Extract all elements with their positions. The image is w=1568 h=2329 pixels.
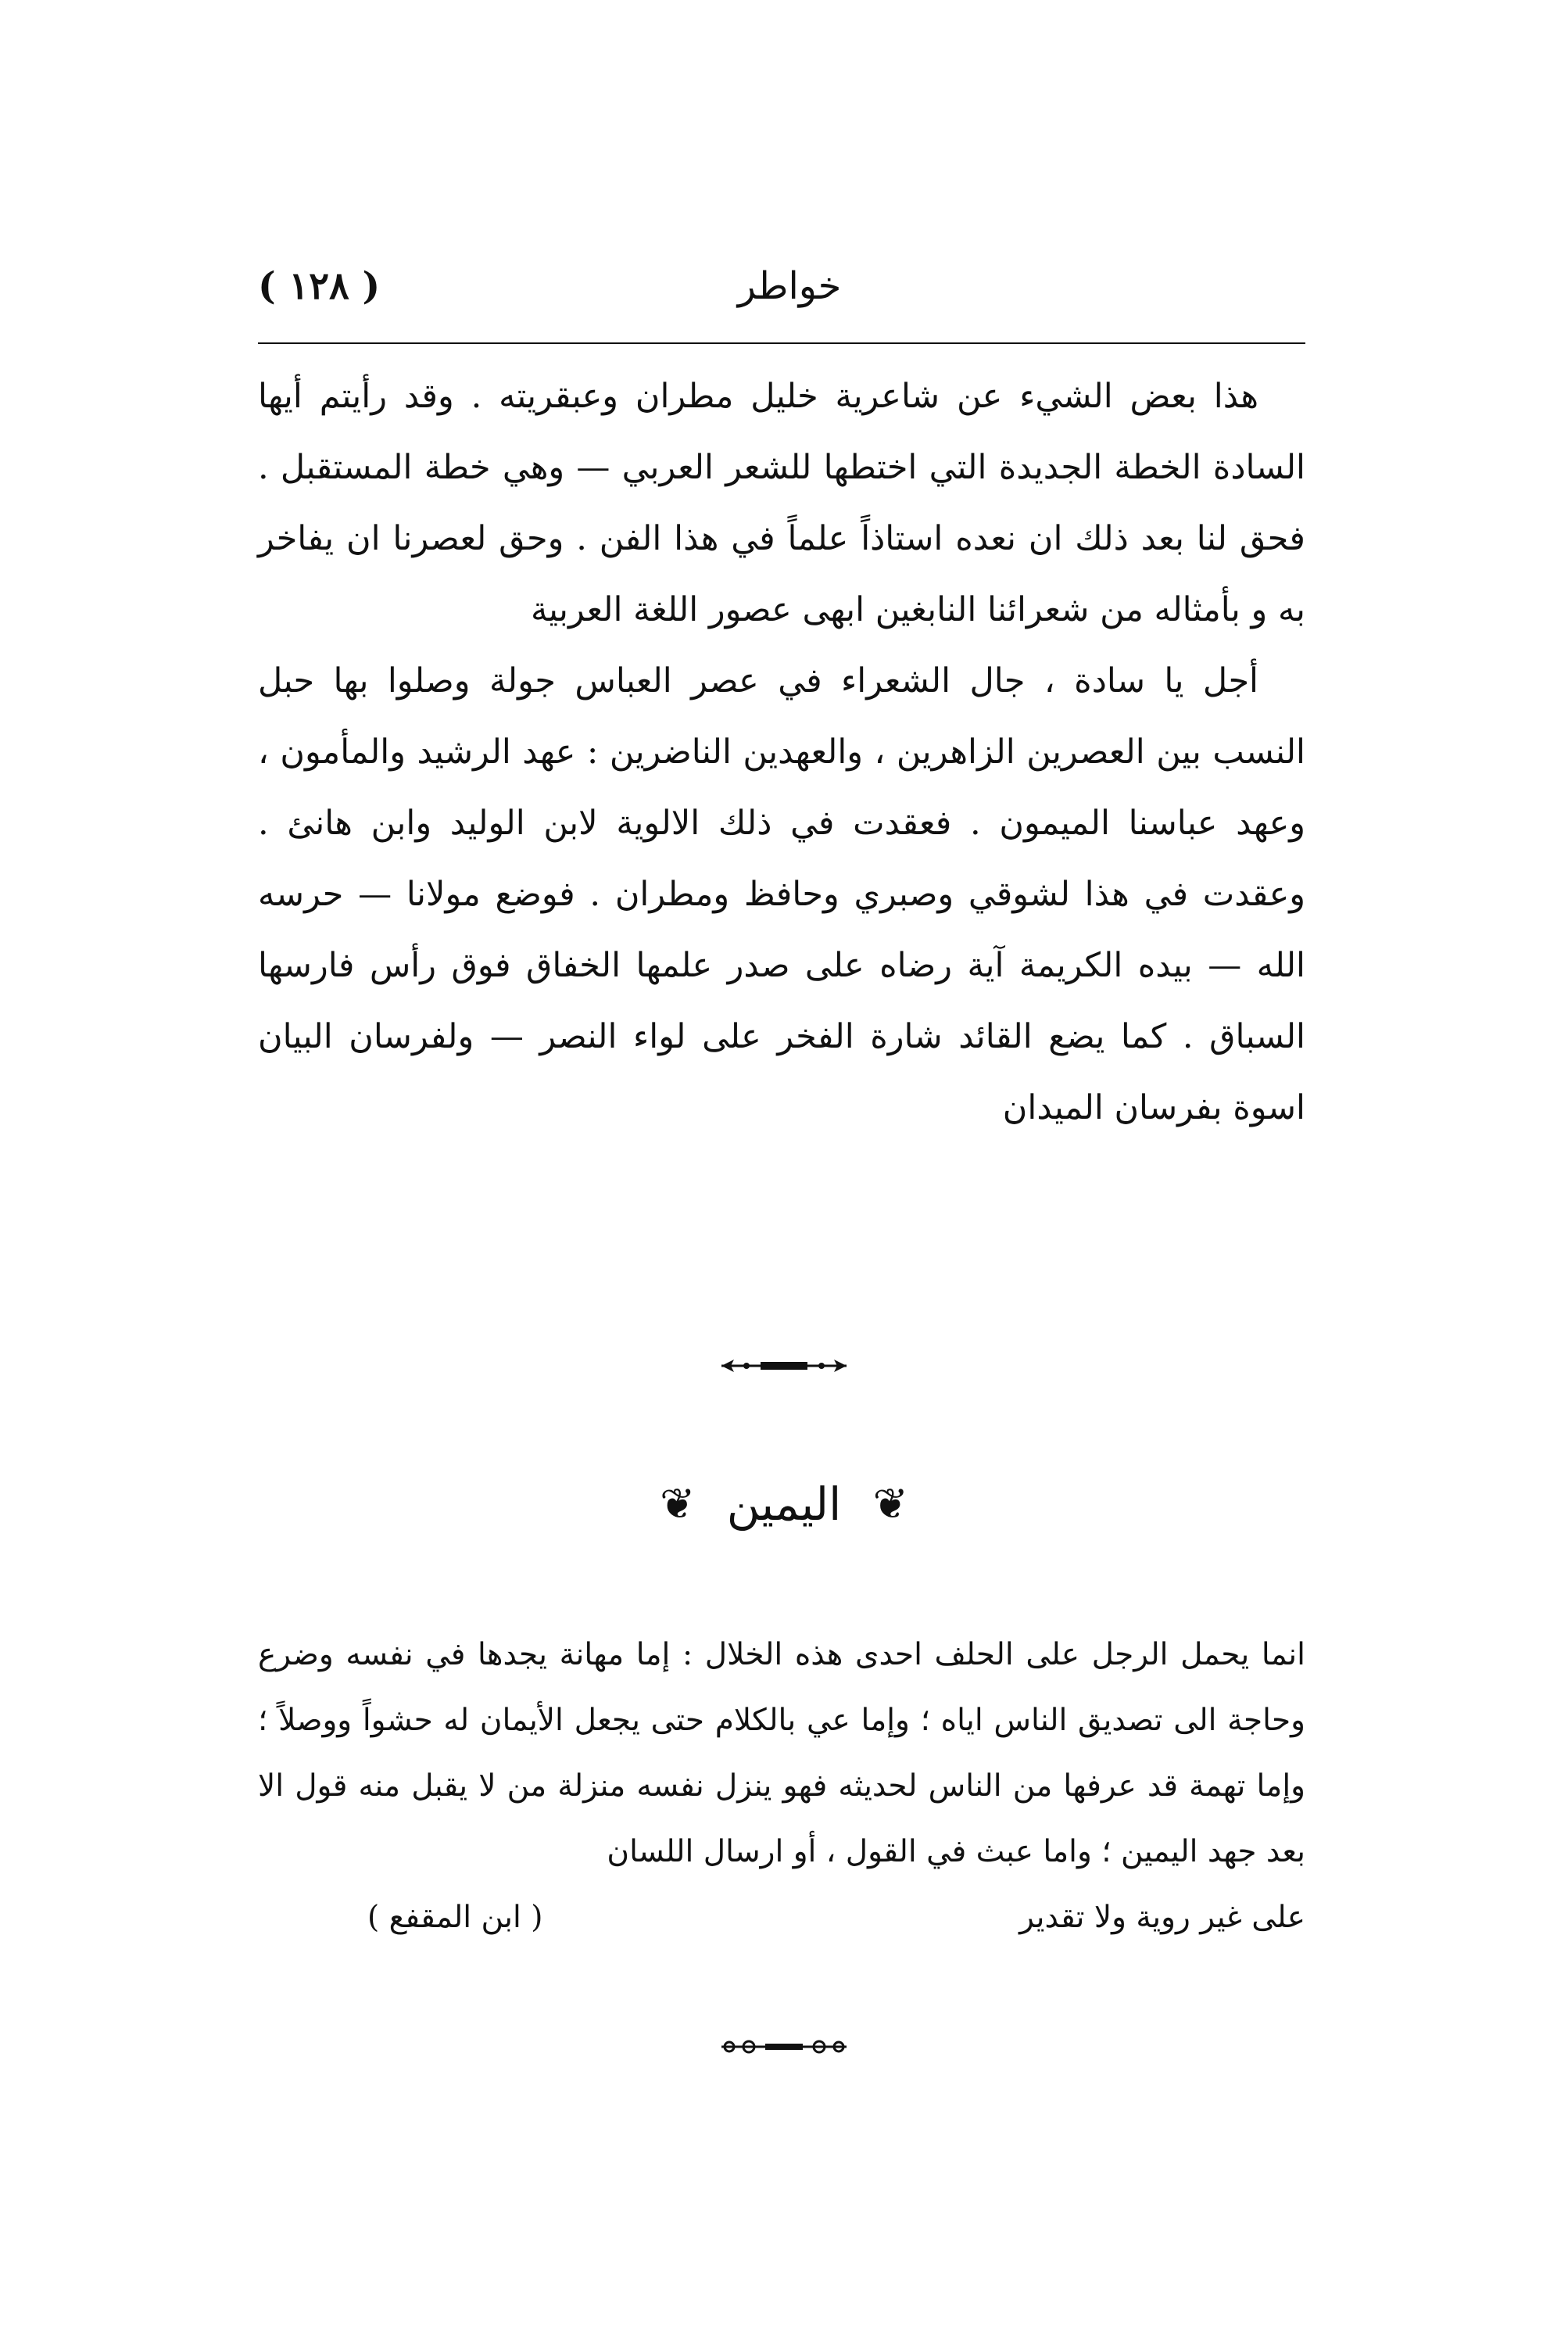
attribution: ( ابن المقفع ) [367, 1900, 543, 1935]
quotation-text [258, 1622, 1305, 1951]
header-divider [258, 342, 1305, 344]
page-number: ( ١٢٨ ) [258, 264, 381, 308]
paragraph: هذا بعض الشيء عن شاعرية خليل مطران وعبقريته . وقد رأيتم أيها السادة الخطة الجديدة التي اختطها للشعر العربي — وهي خطة المستقبل . فحق لنا بعد ذلك ان نعده استاذاً علماً في هذا الفن . وحق لعصرنا ان يفاخر به و بأمثاله من شعرائنا النابغين ابهى عصور اللغة العربية [258, 377, 1305, 629]
essay-text [258, 361, 1305, 1144]
section-title: اليمين [726, 1477, 842, 1531]
running-title: خواطر [737, 264, 842, 308]
ornamental-divider [0, 1356, 1568, 1378]
paragraph: أجل يا سادة ، جال الشعراء في عصر العباس جولة وصلوا بها حبل النسب بين العصرين الزاهرين ، والعهدين الناضرين : عهد الرشيد والمأمون ، وعهد عباسنا الميمون . فعقدت في ذلك الالوية لابن الوليد وابن هانئ . وعقدت في هذا لشوقي وصبري وحافظ ومطران . فوضع مولانا — حرسه الله — بيده الكريمة آية رضاه على صدر علمها الخفاق فوق رأس فارسها السباق . كما يضع القائد شارة الفخر على لواء النصر — ولفرسان البيان اسوة بفرسان الميدان [258, 661, 1305, 1127]
section-heading [0, 1474, 1568, 1560]
ornamental-divider [0, 2037, 1568, 2059]
divider-ornament-icon [706, 1356, 862, 1375]
fleuron-icon: ❦ [660, 1479, 696, 1529]
closing-line [258, 1885, 1305, 1951]
paragraph: انما يحمل الرجل على الحلف احدى هذه الخلال : إما مهانة يجدها في نفسه وضرع وحاجة الى تصديق الناس اياه ؛ وإما عي بالكلام حتى يجعل الأيمان له حشواً ووصلاً ؛ وإما تهمة قد عرفها من الناس لحديثه فهو ينزل نفسه منزلة من لا يقبل منه قول الا بعد جهد اليمين ؛ واما عبث في القول ، أو ارسال اللسان [258, 1637, 1305, 1869]
page-header [258, 264, 1305, 327]
divider-ornament-icon [706, 2037, 862, 2056]
fleuron-icon: ❦ [872, 1479, 908, 1529]
paragraph-ending: على غير روية ولا تقدير [1019, 1900, 1305, 1935]
